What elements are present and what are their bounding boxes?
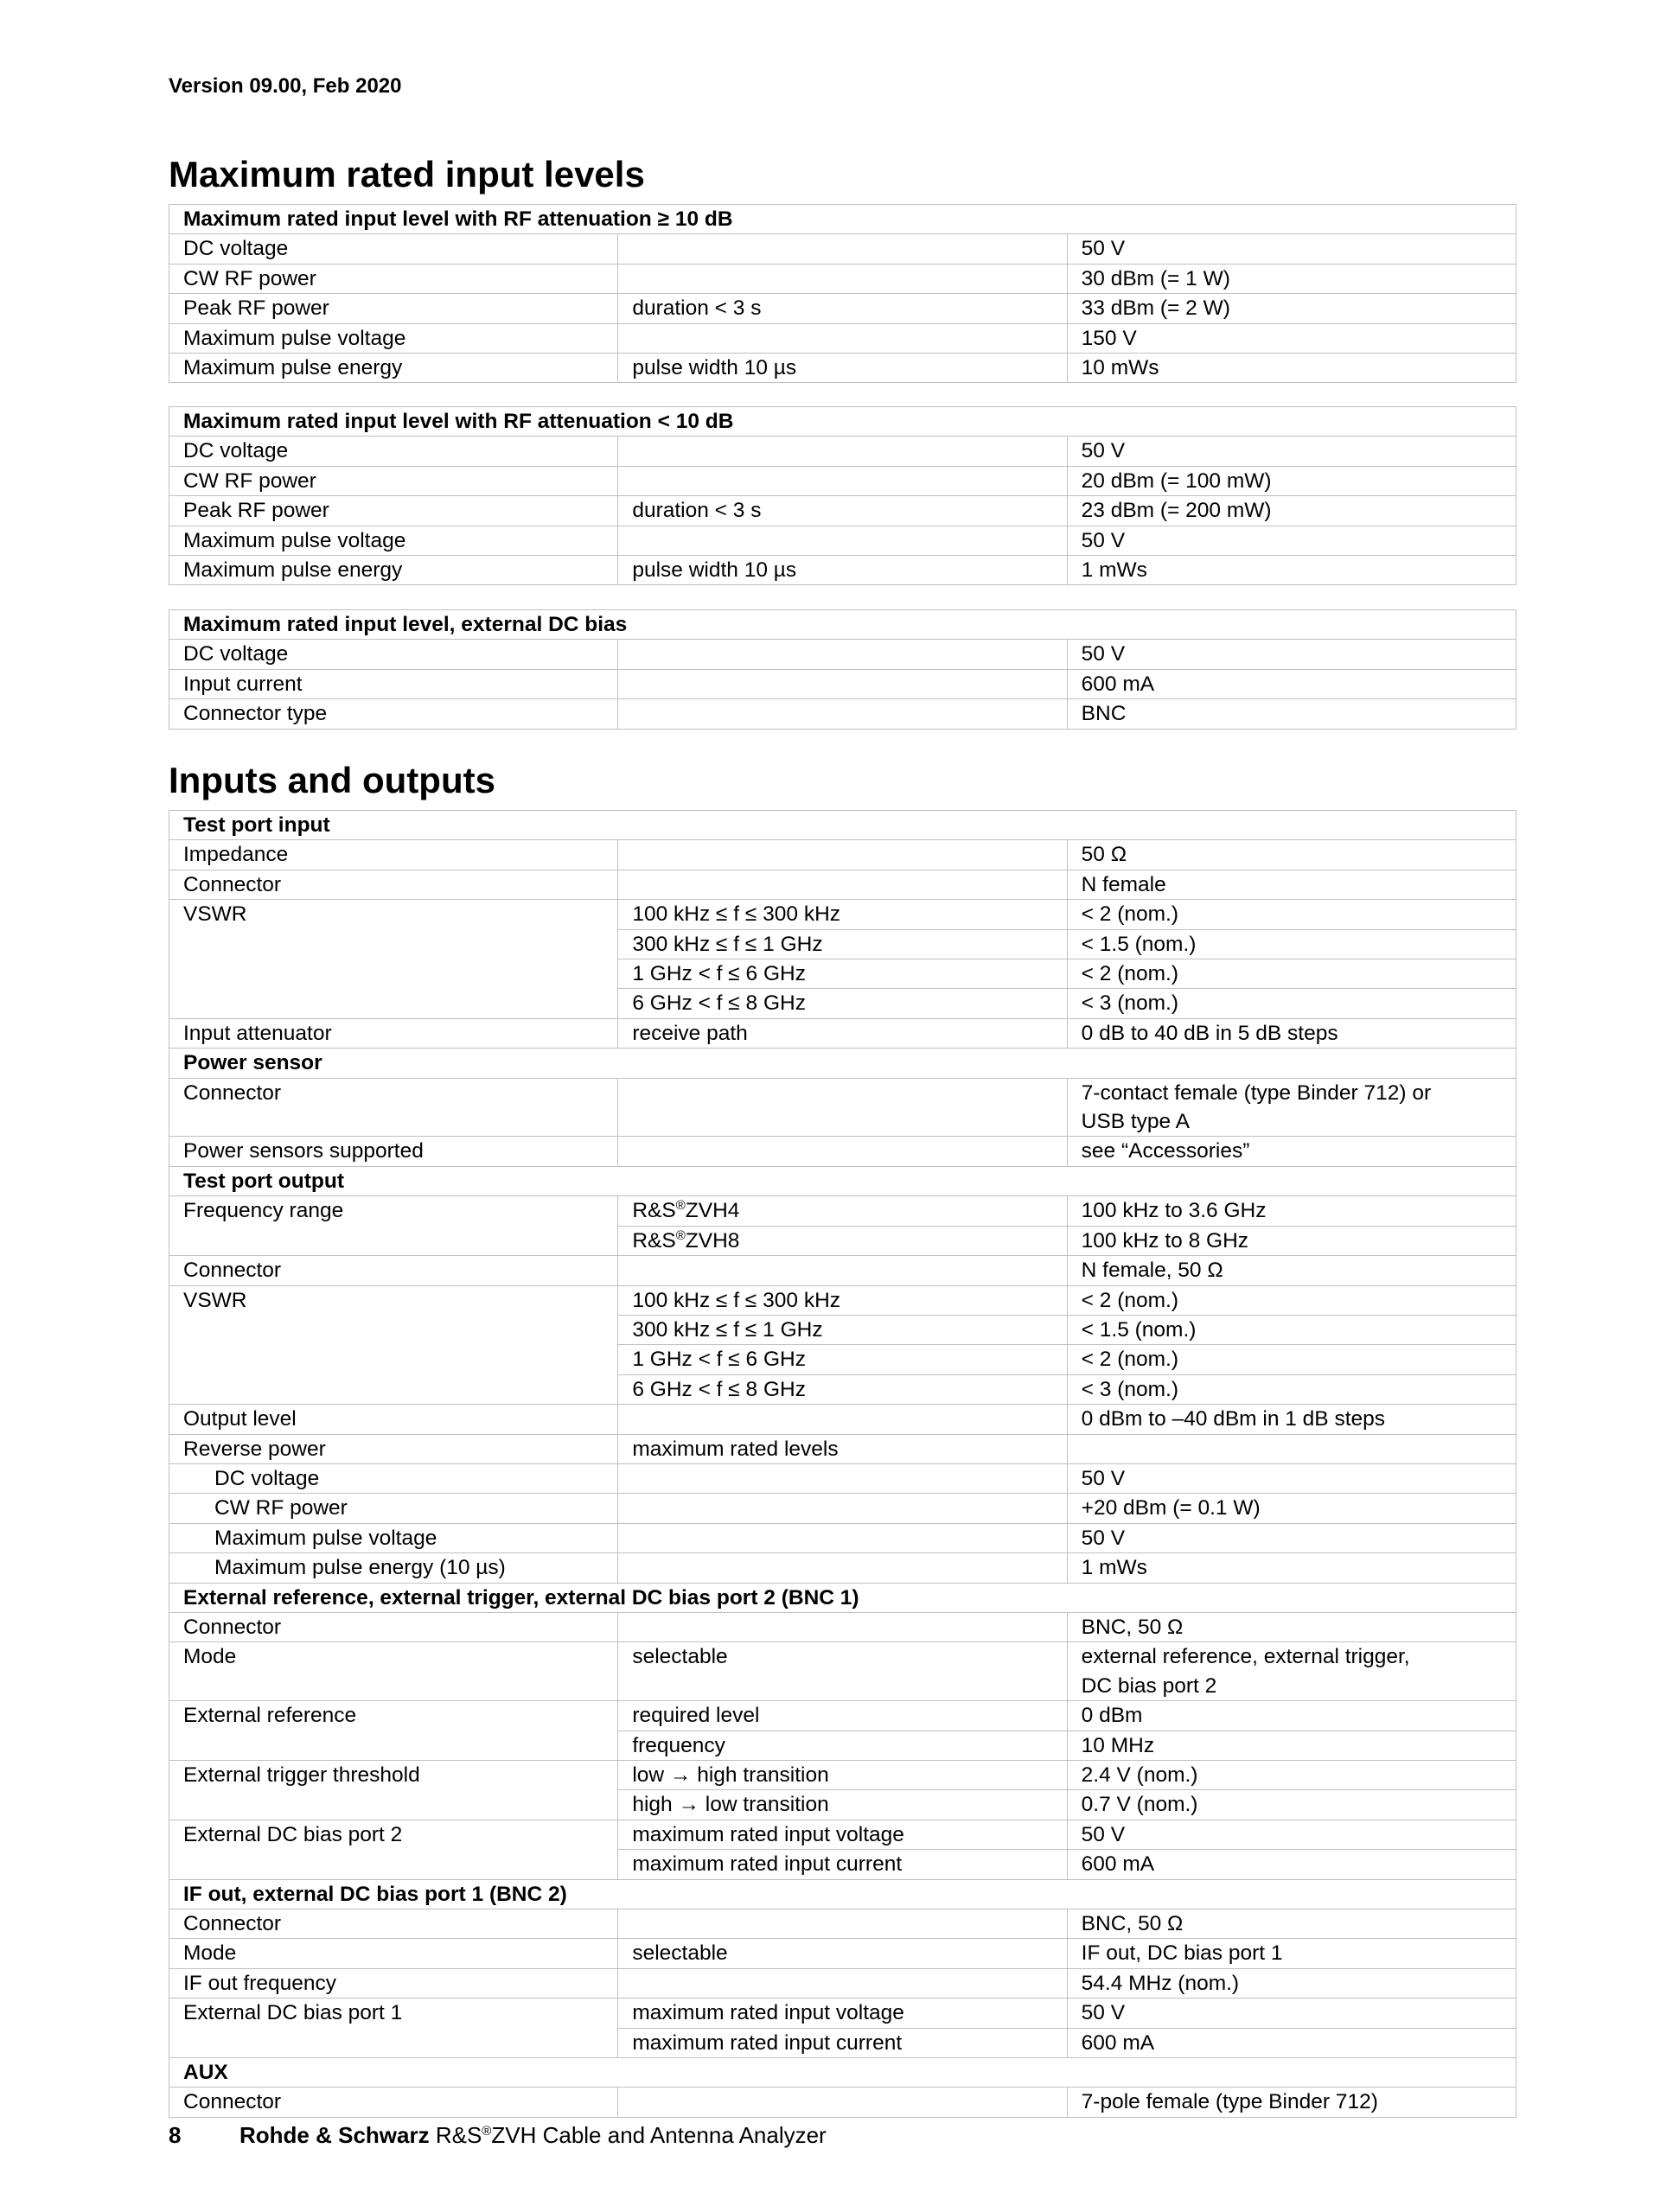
row-value: 2.4 V (nom.) — [1067, 1761, 1516, 1790]
table-row — [169, 1196, 1516, 1226]
row-value: 600 mA — [1067, 2028, 1516, 2057]
model-name: ZVH4 — [685, 1199, 740, 1223]
row-value: 10 mWs — [1067, 354, 1516, 383]
row-label: CW RF power — [169, 264, 618, 293]
row-label: Connector — [169, 870, 618, 899]
row-label: DC voltage — [169, 1463, 618, 1493]
row-condition — [618, 526, 1067, 555]
row-condition — [618, 1968, 1067, 1998]
row-value: 0 dB to 40 dB in 5 dB steps — [1067, 1018, 1516, 1048]
registered-mark: ® — [675, 1198, 686, 1214]
table-heading-row — [169, 1583, 1516, 1612]
page-number: 8 — [169, 2122, 182, 2148]
row-value: < 2 (nom.) — [1067, 1285, 1516, 1315]
row-value: 100 kHz to 8 GHz — [1067, 1226, 1516, 1255]
row-condition — [618, 1196, 1067, 1226]
table-row — [169, 900, 1516, 929]
row-condition — [618, 2088, 1067, 2117]
table-row — [169, 234, 1516, 264]
table-row — [169, 840, 1516, 870]
table-row — [169, 1553, 1516, 1583]
row-value: 1 mWs — [1067, 1553, 1516, 1583]
row-label: Maximum pulse voltage — [169, 1523, 618, 1552]
row-label: Power sensors supported — [169, 1137, 618, 1166]
row-label: Connector — [169, 1256, 618, 1285]
table-row — [169, 1256, 1516, 1285]
row-condition — [618, 669, 1067, 698]
company-name: Rohde & Schwarz — [239, 2122, 430, 2148]
table-row — [169, 354, 1516, 383]
row-value: < 1.5 (nom.) — [1067, 929, 1516, 959]
row-condition — [618, 1137, 1067, 1166]
row-label: CW RF power — [169, 1494, 618, 1523]
table-heading: IF out, external DC bias port 1 (BNC 2) — [169, 1879, 1516, 1909]
row-condition: low → high transition — [618, 1761, 1067, 1790]
row-value: BNC, 50 Ω — [1067, 1612, 1516, 1641]
table-row — [169, 466, 1516, 495]
table-row — [169, 2088, 1516, 2117]
row-condition: 1 GHz < f ≤ 6 GHz — [618, 959, 1067, 989]
row-label: Peak RF power — [169, 294, 618, 323]
row-label: Output level — [169, 1405, 618, 1434]
row-value: 0.7 V (nom.) — [1067, 1790, 1516, 1820]
page-footer — [169, 2122, 827, 2149]
row-value: 10 MHz — [1067, 1731, 1516, 1760]
row-condition — [618, 840, 1067, 870]
row-label: Impedance — [169, 840, 618, 870]
row-condition — [618, 323, 1067, 353]
table-heading-row — [169, 1166, 1516, 1195]
row-condition: 1 GHz < f ≤ 6 GHz — [618, 1345, 1067, 1374]
table-heading-row — [169, 1049, 1516, 1078]
row-condition — [618, 234, 1067, 264]
row-label: External reference — [169, 1701, 618, 1761]
table-row — [169, 1523, 1516, 1552]
table-row — [169, 1820, 1516, 1849]
row-label: Input attenuator — [169, 1018, 618, 1048]
row-condition: required level — [618, 1701, 1067, 1731]
row-condition: pulse width 10 µs — [618, 354, 1067, 383]
table-heading-row — [169, 610, 1516, 640]
row-label: Connector — [169, 1078, 618, 1137]
table-row — [169, 1761, 1516, 1790]
table-row — [169, 1939, 1516, 1968]
row-label: Maximum pulse voltage — [169, 323, 618, 353]
row-value: < 3 (nom.) — [1067, 989, 1516, 1018]
row-label: VSWR — [169, 1285, 618, 1405]
table-row — [169, 1018, 1516, 1048]
row-label: Connector type — [169, 699, 618, 729]
row-condition — [618, 870, 1067, 899]
table-row — [169, 640, 1516, 669]
row-condition: frequency — [618, 1731, 1067, 1760]
row-condition — [618, 1553, 1067, 1583]
row-condition — [618, 1612, 1067, 1641]
row-value: < 2 (nom.) — [1067, 1345, 1516, 1374]
row-label: Input current — [169, 669, 618, 698]
row-value: 1 mWs — [1067, 556, 1516, 585]
table-row — [169, 1998, 1516, 2028]
section-title-max-input: Maximum rated input levels — [169, 154, 645, 194]
row-value — [1067, 1434, 1516, 1463]
row-label: DC voltage — [169, 234, 618, 264]
row-value: 50 V — [1067, 1463, 1516, 1493]
row-value: external reference, external trigger, — [1067, 1642, 1516, 1672]
row-value: < 1.5 (nom.) — [1067, 1315, 1516, 1344]
row-value: 50 V — [1067, 526, 1516, 555]
table-row — [169, 323, 1516, 353]
table-row — [169, 526, 1516, 555]
row-value: 100 kHz to 3.6 GHz — [1067, 1196, 1516, 1226]
row-label: IF out frequency — [169, 1968, 618, 1998]
brand-prefix: R&S — [435, 2122, 482, 2148]
table-row — [169, 1463, 1516, 1493]
row-value: 50 V — [1067, 1820, 1516, 1849]
row-label: Connector — [169, 1612, 618, 1641]
row-label: Maximum pulse energy — [169, 354, 618, 383]
row-label: External trigger threshold — [169, 1761, 618, 1820]
row-condition: receive path — [618, 1018, 1067, 1048]
table-heading-row — [169, 205, 1516, 234]
row-value: 20 dBm (= 100 mW) — [1067, 466, 1516, 495]
table-row — [169, 1642, 1516, 1672]
table-row — [169, 496, 1516, 526]
row-condition: 6 GHz < f ≤ 8 GHz — [618, 1374, 1067, 1404]
row-label: VSWR — [169, 900, 618, 1019]
table-row — [169, 437, 1516, 466]
row-condition — [618, 466, 1067, 495]
registered-mark: ® — [675, 1227, 686, 1243]
table-heading: External reference, external trigger, external DC bias port 2 (BNC 1) — [169, 1583, 1516, 1612]
brand-prefix: R&S — [632, 1228, 676, 1253]
row-condition — [618, 1523, 1067, 1552]
row-condition — [618, 264, 1067, 293]
row-condition: 6 GHz < f ≤ 8 GHz — [618, 989, 1067, 1018]
table-heading: AUX — [169, 2058, 1516, 2088]
row-condition: selectable — [618, 1642, 1067, 1701]
table-heading: Maximum rated input level with RF attenuation ≥ 10 dB — [169, 205, 1516, 234]
row-condition: duration < 3 s — [618, 294, 1067, 323]
row-label: Connector — [169, 2088, 618, 2117]
row-condition: 100 kHz ≤ f ≤ 300 kHz — [618, 1285, 1067, 1315]
row-label: Maximum pulse energy — [169, 556, 618, 585]
row-condition — [618, 1078, 1067, 1137]
row-label: Maximum pulse voltage — [169, 526, 618, 555]
row-value: 7-pole female (type Binder 712) — [1067, 2088, 1516, 2117]
row-value: 50 V — [1067, 234, 1516, 264]
row-condition — [618, 1405, 1067, 1434]
table-rf-atten-low — [169, 406, 1516, 585]
row-label: Maximum pulse energy (10 µs) — [169, 1553, 618, 1583]
row-label: Mode — [169, 1642, 618, 1701]
row-label: Connector — [169, 1909, 618, 1939]
row-value: BNC — [1067, 699, 1516, 729]
row-value: 33 dBm (= 2 W) — [1067, 294, 1516, 323]
row-value: < 2 (nom.) — [1067, 900, 1516, 929]
row-value: IF out, DC bias port 1 — [1067, 1939, 1516, 1968]
table-heading-row — [169, 407, 1516, 437]
table-row — [169, 1968, 1516, 1998]
row-condition: 300 kHz ≤ f ≤ 1 GHz — [618, 929, 1067, 959]
table-inputs-outputs — [169, 810, 1516, 2118]
table-row — [169, 699, 1516, 729]
row-condition: selectable — [618, 1939, 1067, 1968]
row-condition — [618, 1256, 1067, 1285]
row-label: Reverse power — [169, 1434, 618, 1463]
row-value: +20 dBm (= 0.1 W) — [1067, 1494, 1516, 1523]
row-condition — [618, 1909, 1067, 1939]
row-label: Frequency range — [169, 1196, 618, 1256]
table-heading: Power sensor — [169, 1049, 1516, 1078]
row-value: 23 dBm (= 200 mW) — [1067, 496, 1516, 526]
table-row — [169, 294, 1516, 323]
table-row — [169, 556, 1516, 585]
row-condition — [618, 1494, 1067, 1523]
row-value: 600 mA — [1067, 1850, 1516, 1879]
row-value: see “Accessories” — [1067, 1137, 1516, 1166]
row-condition — [618, 1463, 1067, 1493]
table-row — [169, 1405, 1516, 1434]
registered-mark: ® — [482, 2124, 492, 2139]
table-heading-row — [169, 811, 1516, 840]
row-label: External DC bias port 2 — [169, 1820, 618, 1879]
row-label: Mode — [169, 1939, 618, 1968]
row-value: 50 V — [1067, 1998, 1516, 2028]
row-label: DC voltage — [169, 437, 618, 466]
table-rf-atten-high — [169, 204, 1516, 383]
section-title-inputs-outputs: Inputs and outputs — [169, 760, 495, 800]
model-name: ZVH8 — [685, 1228, 740, 1253]
row-value: 50 V — [1067, 437, 1516, 466]
row-label: Peak RF power — [169, 496, 618, 526]
version-label: Version 09.00, Feb 2020 — [169, 74, 402, 98]
table-external-dc-bias — [169, 609, 1516, 730]
table-row — [169, 264, 1516, 293]
row-condition: maximum rated input current — [618, 1850, 1067, 1879]
row-condition — [618, 437, 1067, 466]
row-condition: duration < 3 s — [618, 496, 1067, 526]
row-condition — [618, 699, 1067, 729]
row-label: CW RF power — [169, 466, 618, 495]
row-label: External DC bias port 1 — [169, 1998, 618, 2058]
table-row — [169, 870, 1516, 899]
table-row — [169, 1612, 1516, 1641]
table-row — [169, 1285, 1516, 1315]
table-row — [169, 1494, 1516, 1523]
row-value: 54.4 MHz (nom.) — [1067, 1968, 1516, 1998]
row-value: N female, 50 Ω — [1067, 1256, 1516, 1285]
row-value: USB type A — [1067, 1107, 1516, 1137]
table-heading-row — [169, 1879, 1516, 1909]
row-condition: maximum rated input voltage — [618, 1998, 1067, 2028]
row-condition — [618, 640, 1067, 669]
table-row — [169, 1434, 1516, 1463]
row-value: 0 dBm — [1067, 1701, 1516, 1731]
table-heading: Maximum rated input level, external DC bias — [169, 610, 1516, 640]
brand-prefix: R&S — [632, 1199, 676, 1223]
table-row — [169, 669, 1516, 698]
row-condition — [618, 1226, 1067, 1255]
row-condition: high → low transition — [618, 1790, 1067, 1820]
row-value: BNC, 50 Ω — [1067, 1909, 1516, 1939]
row-value: 50 V — [1067, 640, 1516, 669]
product-name: ZVH Cable and Antenna Analyzer — [491, 2122, 827, 2148]
row-condition: maximum rated input voltage — [618, 1820, 1067, 1849]
row-value: < 3 (nom.) — [1067, 1374, 1516, 1404]
row-label: DC voltage — [169, 640, 618, 669]
table-heading: Test port input — [169, 811, 1516, 840]
row-value: 7-contact female (type Binder 712) or — [1067, 1078, 1516, 1107]
table-row — [169, 1701, 1516, 1731]
table-row — [169, 1137, 1516, 1166]
row-value: 150 V — [1067, 323, 1516, 353]
row-value: 600 mA — [1067, 669, 1516, 698]
row-value: 0 dBm to –40 dBm in 1 dB steps — [1067, 1405, 1516, 1434]
row-value: 50 V — [1067, 1523, 1516, 1552]
row-condition: 300 kHz ≤ f ≤ 1 GHz — [618, 1315, 1067, 1344]
table-row — [169, 1078, 1516, 1107]
table-heading-row — [169, 2058, 1516, 2088]
row-value: N female — [1067, 870, 1516, 899]
row-condition: pulse width 10 µs — [618, 556, 1067, 585]
row-condition: maximum rated levels — [618, 1434, 1067, 1463]
row-condition: 100 kHz ≤ f ≤ 300 kHz — [618, 900, 1067, 929]
row-value: DC bias port 2 — [1067, 1672, 1516, 1701]
row-value: 50 Ω — [1067, 840, 1516, 870]
row-value: 30 dBm (= 1 W) — [1067, 264, 1516, 293]
row-condition: maximum rated input current — [618, 2028, 1067, 2057]
table-heading: Maximum rated input level with RF attenuation < 10 dB — [169, 407, 1516, 437]
table-row — [169, 1909, 1516, 1939]
row-value: < 2 (nom.) — [1067, 959, 1516, 989]
table-heading: Test port output — [169, 1166, 1516, 1195]
